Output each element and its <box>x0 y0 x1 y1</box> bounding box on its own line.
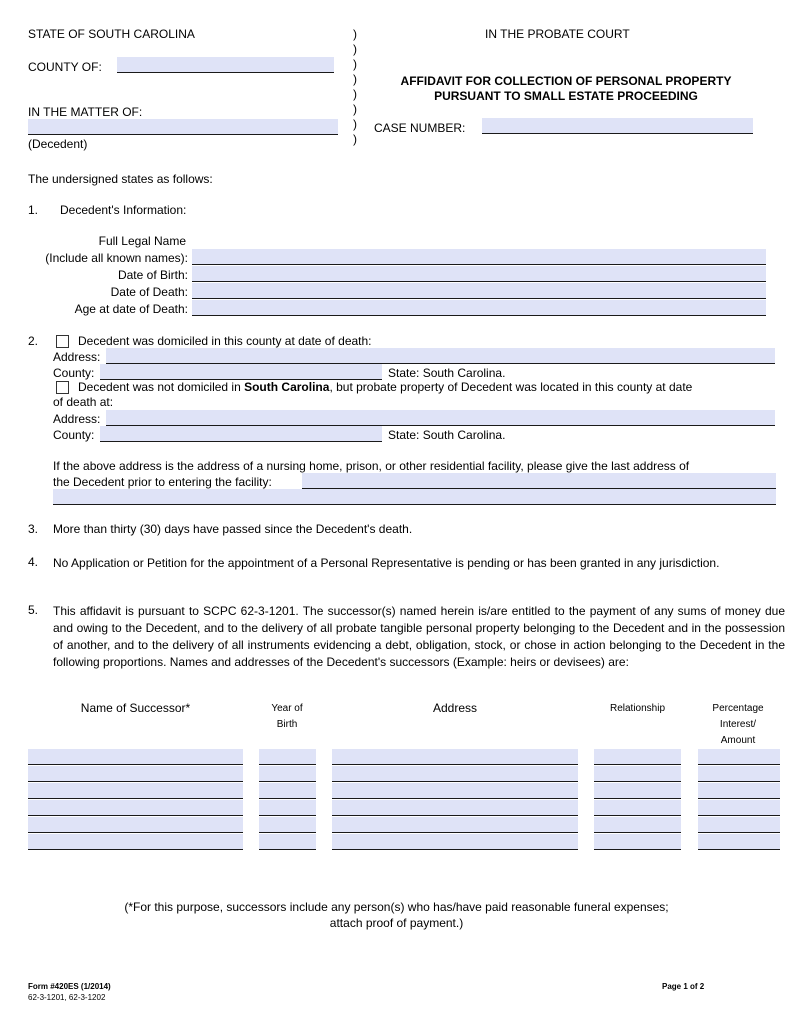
full-name-input[interactable] <box>192 249 766 265</box>
dod-input[interactable] <box>192 283 766 299</box>
court-heading: IN THE PROBATE COURT <box>485 27 630 41</box>
successor-relationship-input[interactable] <box>594 766 681 782</box>
section3-number: 3. <box>28 522 39 536</box>
facility-address-input[interactable] <box>302 473 776 489</box>
paren-divider: ) <box>353 27 357 41</box>
age-label: Age at date of Death: <box>74 302 188 316</box>
successor-name-input[interactable] <box>28 766 243 782</box>
successor-name-input[interactable] <box>28 834 243 850</box>
successor-percentage-input[interactable] <box>698 783 780 799</box>
county-label: COUNTY OF: <box>28 60 102 74</box>
paren-divider: ) <box>353 42 357 56</box>
col-relationship-header: Relationship <box>609 703 666 714</box>
county-input-3[interactable] <box>100 426 382 442</box>
dob-label: Date of Birth: <box>117 268 188 282</box>
successor-percentage-input[interactable] <box>698 749 780 765</box>
county-label-3: County: <box>53 428 95 442</box>
col-address-header: Address <box>432 701 478 715</box>
address-label-2: Address: <box>53 412 101 426</box>
dod-label: Date of Death: <box>110 285 188 299</box>
successor-year-input[interactable] <box>259 766 316 782</box>
section4-number: 4. <box>28 555 39 569</box>
successor-name-input[interactable] <box>28 783 243 799</box>
dob-input[interactable] <box>192 266 766 282</box>
case-number-label: CASE NUMBER: <box>374 121 466 135</box>
successor-year-input[interactable] <box>259 800 316 816</box>
facility-instruction: If the above address is the address of a nursing home, prison, or other residential facility, please give the last address of <box>53 459 690 473</box>
statute-codes: 62-3-1201, 62-3-1202 <box>28 993 106 1002</box>
successor-address-input[interactable] <box>332 783 578 799</box>
form-title-line1: AFFIDAVIT FOR COLLECTION OF PERSONAL PROPERTY <box>400 74 732 88</box>
facility-instruction-cont: the Decedent prior to entering the facility: <box>53 475 272 489</box>
successor-percentage-input[interactable] <box>698 817 780 833</box>
successor-name-input[interactable] <box>28 817 243 833</box>
successor-address-input[interactable] <box>332 800 578 816</box>
successor-address-input[interactable] <box>332 817 578 833</box>
section5-number: 5. <box>28 603 39 617</box>
state-label: State: South Carolina. <box>388 366 506 380</box>
successor-name-input[interactable] <box>28 749 243 765</box>
successor-year-input[interactable] <box>259 749 316 765</box>
facility-address-input-2[interactable] <box>53 489 776 505</box>
successor-percentage-input[interactable] <box>698 800 780 816</box>
successor-address-input[interactable] <box>332 766 578 782</box>
form-number: Form #420ES (1/2014) <box>28 982 111 991</box>
footnote-line1: (*For this purpose, successors include any person(s) who has/have paid reasonable funeral expenses; <box>124 900 669 914</box>
age-input[interactable] <box>192 300 766 316</box>
successor-relationship-input[interactable] <box>594 783 681 799</box>
intro-text: The undersigned states as follows: <box>28 172 213 186</box>
successor-relationship-input[interactable] <box>594 834 681 850</box>
col-percentage-header-2: Interest/ <box>719 719 757 730</box>
section3-text: More than thirty (30) days have passed since the Decedent's death. <box>53 522 413 536</box>
full-name-label: Full Legal Name <box>98 234 186 248</box>
col-year-header: Year of <box>271 703 303 714</box>
successor-percentage-input[interactable] <box>698 834 780 850</box>
paren-divider: ) <box>353 72 357 86</box>
section1-title: Decedent's Information: <box>60 203 187 217</box>
not-domiciled-option-text-cont: of death at: <box>53 395 114 409</box>
state-heading: STATE OF SOUTH CAROLINA <box>28 27 195 41</box>
footnote-line2: attach proof of payment.) <box>329 916 464 930</box>
full-name-sublabel: (Include all known names): <box>45 251 188 265</box>
paren-divider: ) <box>353 132 357 146</box>
successor-address-input[interactable] <box>332 834 578 850</box>
section5-text: This affidavit is pursuant to SCPC 62-3-1201. The successor(s) named herein is/are entitled to the payment of any sums of money due and owing to the Decedent, and to the delivery of all probate tangible personal property belonging to the Decedent and in the possession of another, and to the delivery of all instruments evidencing a debt, obligation, stock, or chose in action belonging to the Decedent in the following proportions. Names and addresses of the Decedent's successors (Example: heirs or devisees) are: <box>53 604 785 669</box>
case-number-input[interactable] <box>482 118 753 134</box>
page-number: Page 1 of 2 <box>662 982 705 991</box>
address-input[interactable] <box>106 348 775 364</box>
matter-input[interactable] <box>28 119 338 135</box>
col-name-header: Name of Successor* <box>80 701 191 715</box>
successor-relationship-input[interactable] <box>594 817 681 833</box>
section1-number: 1. <box>28 203 39 217</box>
paren-divider: ) <box>353 87 357 101</box>
state-label-2: State: South Carolina. <box>388 428 506 442</box>
not-domiciled-option-text: Decedent was not domiciled in South Carolina, but probate property of Decedent was located in this county at date <box>78 380 693 394</box>
decedent-label: (Decedent) <box>28 137 88 151</box>
col-percentage-header-3: Amount <box>720 735 756 746</box>
paren-divider: ) <box>353 57 357 71</box>
county-input[interactable] <box>117 57 334 73</box>
successor-relationship-input[interactable] <box>594 749 681 765</box>
successor-year-input[interactable] <box>259 834 316 850</box>
address-label: Address: <box>53 350 101 364</box>
county-label-2: County: <box>53 366 95 380</box>
successor-year-input[interactable] <box>259 817 316 833</box>
domiciled-option-text: Decedent was domiciled in this county at date of death: <box>78 334 372 348</box>
col-year-header-2: Birth <box>276 719 298 730</box>
address-input-2[interactable] <box>106 410 775 426</box>
form-title-line2: PURSUANT TO SMALL ESTATE PROCEEDING <box>434 89 698 103</box>
matter-label: IN THE MATTER OF: <box>28 105 143 119</box>
domiciled-checkbox[interactable] <box>56 335 69 348</box>
successor-relationship-input[interactable] <box>594 800 681 816</box>
section2-number: 2. <box>28 334 39 348</box>
paren-divider: ) <box>353 117 357 131</box>
successor-name-input[interactable] <box>28 800 243 816</box>
successor-address-input[interactable] <box>332 749 578 765</box>
county-input-2[interactable] <box>100 364 382 380</box>
successor-percentage-input[interactable] <box>698 766 780 782</box>
successor-year-input[interactable] <box>259 783 316 799</box>
not-domiciled-checkbox[interactable] <box>56 381 69 394</box>
col-percentage-header: Percentage <box>712 703 764 714</box>
section4-text: No Application or Petition for the appointment of a Personal Representative is pending or has been granted in any jurisdiction. <box>53 556 720 570</box>
paren-divider: ) <box>353 102 357 116</box>
